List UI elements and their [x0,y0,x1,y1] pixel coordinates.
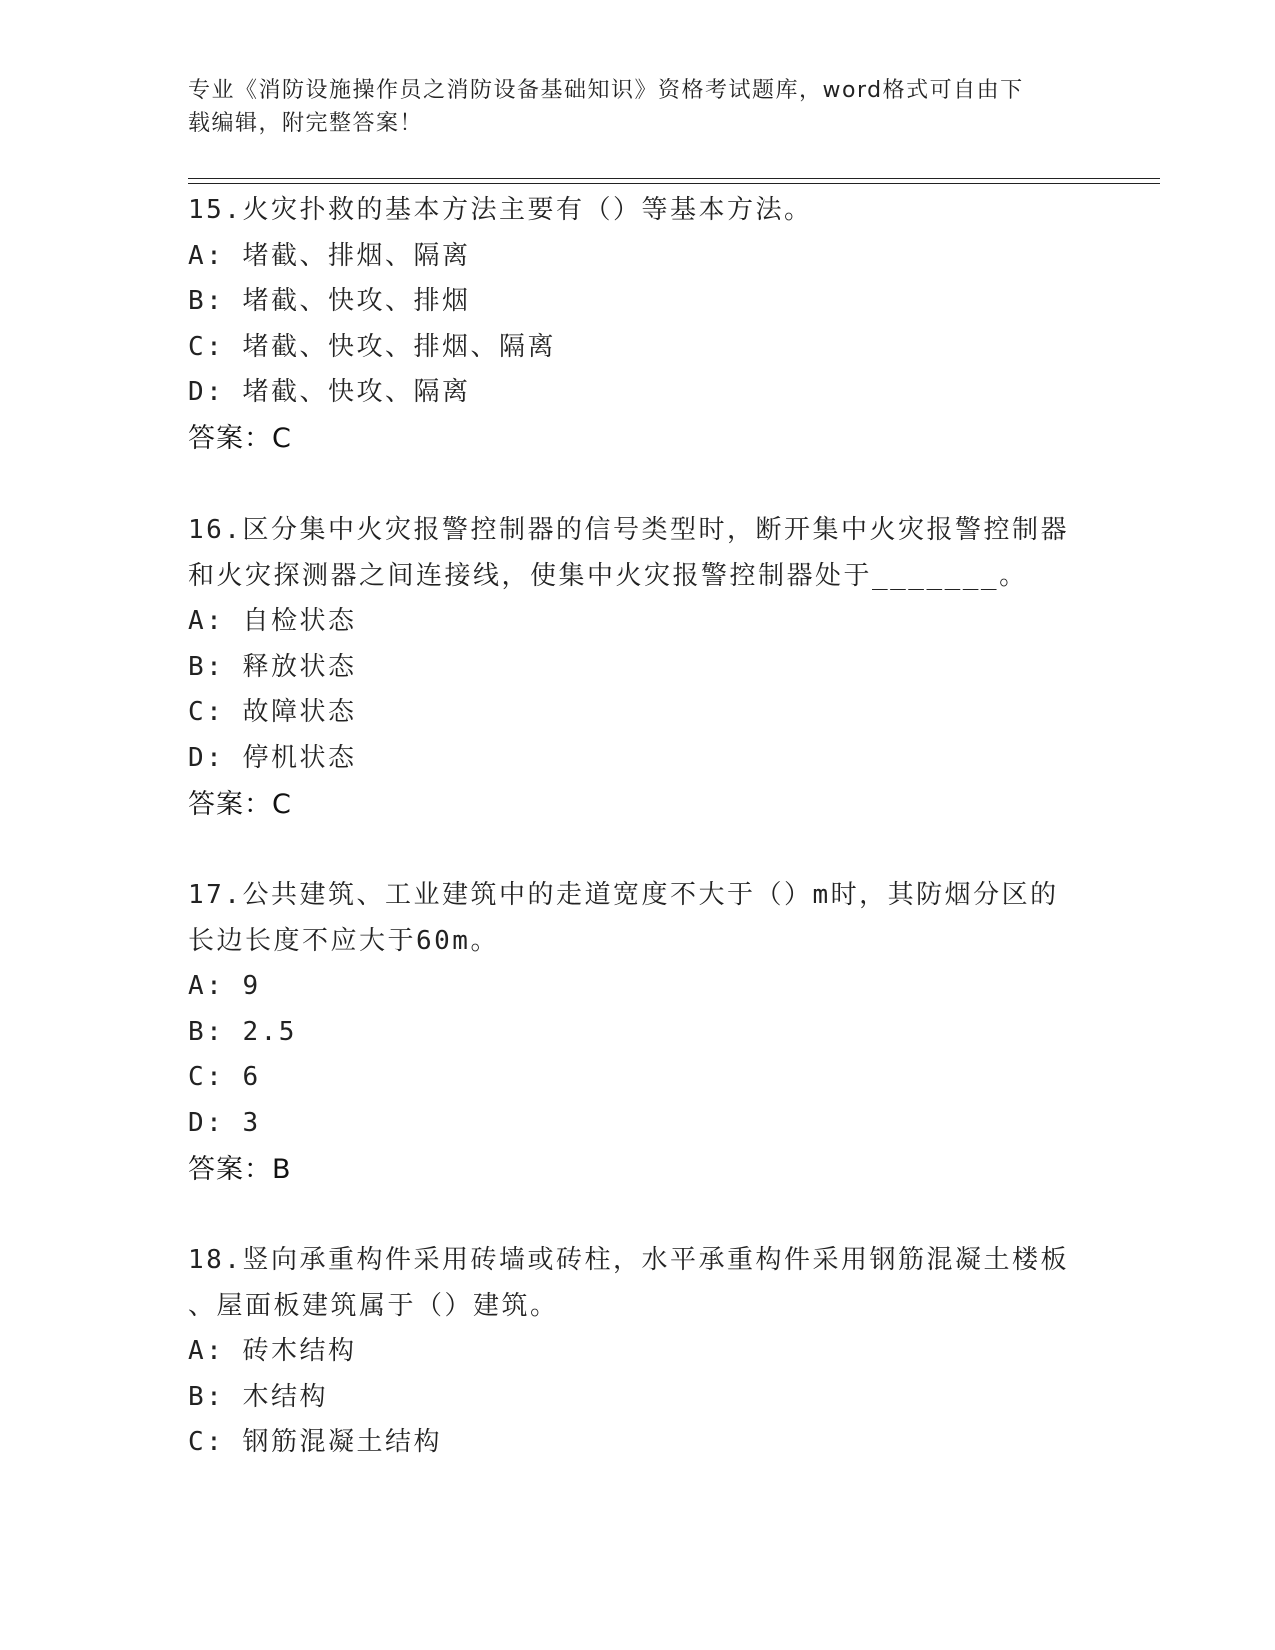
question-text-line-2: 长边长度不应大于60m。 [188,925,499,956]
question-15 [188,188,1088,462]
answer: 答案：C [188,422,292,454]
option-d: D: 3 [188,1107,261,1138]
option-b: B: 释放状态 [188,651,357,682]
option-c: C: 钢筋混凝土结构 [188,1427,442,1458]
option-c: C: 故障状态 [188,697,357,728]
header-line-2: 载编辑，附完整答案！ [188,111,424,136]
option-a: A: 自检状态 [188,606,357,637]
option-c: C: 6 [188,1062,261,1093]
answer: 答案：C [188,788,292,820]
header-divider-bottom [188,183,1160,184]
option-d: D: 停机状态 [188,742,357,773]
option-b: B: 堵截、快攻、排烟 [188,286,471,317]
question-16 [188,508,1088,827]
header-divider-top [188,178,1160,179]
header-line-1: 专业《消防设施操作员之消防设备基础知识》资格考试题库，word格式可自由下 [188,78,1024,103]
answer: 答案：B [188,1153,292,1185]
option-a: A: 砖木结构 [188,1336,357,1367]
question-text-line-1: 18.竖向承重构件采用砖墙或砖柱，水平承重构件采用钢筋混凝土楼板 [188,1245,1069,1275]
option-a: A: 9 [188,971,261,1002]
question-18 [188,1238,1088,1466]
question-text-line-2: 、屋面板建筑属于（）建筑。 [188,1290,559,1321]
question-text-line-2: 和火灾探测器之间连接线，使集中火灾报警控制器处于_______。 [188,560,1028,591]
question-text: 15.火灾扑救的基本方法主要有（）等基本方法。 [188,195,813,225]
question-text-line-1: 16.区分集中火灾报警控制器的信号类型时，断开集中火灾报警控制器 [188,515,1069,545]
document-header [188,74,1088,140]
option-b: B: 2.5 [188,1016,297,1047]
option-d: D: 堵截、快攻、隔离 [188,377,471,408]
question-17 [188,873,1088,1192]
question-text-line-1: 17.公共建筑、工业建筑中的走道宽度不大于（）m时，其防烟分区的 [188,880,1059,910]
option-b: B: 木结构 [188,1381,328,1412]
option-a: A: 堵截、排烟、隔离 [188,240,471,271]
option-c: C: 堵截、快攻、排烟、隔离 [188,331,556,362]
